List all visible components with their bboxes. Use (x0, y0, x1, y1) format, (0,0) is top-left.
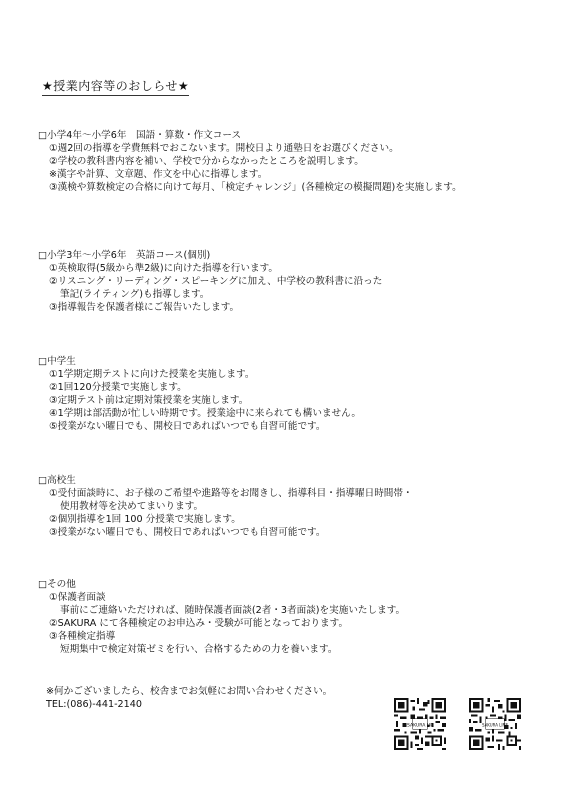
qr-code-hp[interactable] (394, 698, 446, 750)
list-item: ②SAKURA にて各種検定のお申込み・受験が可能となっております。 (49, 618, 349, 629)
section-other (38, 578, 405, 656)
list-item: ①保護者面談 (49, 592, 106, 603)
list-item-continuation: 使用教材等を決めてまいります。 (60, 501, 204, 512)
list-item: ④1学期は部活動が忙しい時期です。授業途中に来られても構いません。 (49, 408, 361, 419)
section-heading: □その他 (38, 579, 76, 590)
section-high-school (38, 474, 413, 539)
list-item: ②学校の教科書内容を補い、学校で分からなかったところを説明します。 (49, 156, 364, 167)
contact-note: ※何かございましたら、校舎までお気軽にお問い合わせください。 (46, 686, 333, 697)
section-junior-high (38, 355, 361, 433)
list-item: ②個別指導を1回 100 分授業で実施します。 (49, 514, 241, 525)
list-item: ①受付面談時に、お子様のご希望や進路等をお聞きし、指導科目・指導曜日時間帯・ (49, 488, 413, 499)
list-item-continuation: 短期集中で検定対策ゼミを行い、合格するための力を養います。 (60, 644, 338, 655)
list-item-continuation: 筆記(ライティング)も指導します。 (60, 289, 210, 300)
list-item: ⑤授業がない曜日でも、開校日であればいつでも自習可能です。 (49, 421, 326, 432)
list-item: ※漢字や計算、文章題、作文を中心に指導します。 (49, 169, 268, 180)
qr-code-line[interactable] (469, 698, 521, 750)
list-item: ①1学期定期テストに向けた授業を実施します。 (49, 369, 255, 380)
qr-caption: SAKURA HP (406, 723, 434, 729)
list-item: ②1回120分授業で実施します。 (49, 382, 187, 393)
list-item: ②リスニング・リーディング・スピーキングに加え、中学校の教科書に沿った (49, 276, 383, 287)
page-title: ★授業内容等のおしらせ★ (42, 77, 189, 96)
section-elementary-japanese-math (38, 129, 462, 194)
section-heading: □小学4年～小学6年 国語・算数・作文コース (38, 130, 242, 141)
list-item-continuation: 事前にご連絡いただければ、随時保護者面談(2者・3者面談)を実施いたします。 (60, 605, 406, 616)
list-item: ③各種検定指導 (49, 631, 116, 642)
list-item: ③漢検や算数検定の合格に向けて毎月、「検定チャレンジ」(各種検定の模擬問題)を実施します。 (49, 182, 462, 193)
section-heading: □中学生 (38, 356, 76, 367)
section-heading: □高校生 (38, 475, 76, 486)
section-heading: □小学3年～小学6年 英語コース(個別) (38, 250, 211, 261)
list-item: ③指導報告を保護者様にご報告いたします。 (49, 302, 240, 313)
qr-caption: SAKURA LINE (482, 722, 508, 728)
list-item: ①週2回の指導を学費無料でおこないます。開校日より通塾日をお選びください。 (49, 143, 399, 154)
list-item: ③授業がない曜日でも、開校日であればいつでも自習可能です。 (49, 527, 326, 538)
list-item: ③定期テスト前は定期対策授業を実施します。 (49, 395, 249, 406)
phone-number: TEL:(086)-441-2140 (46, 699, 142, 710)
list-item: ①英検取得(5級から準2級)に向けた指導を行います。 (49, 263, 278, 274)
section-elementary-english (38, 249, 382, 314)
contact-footer (46, 685, 332, 711)
